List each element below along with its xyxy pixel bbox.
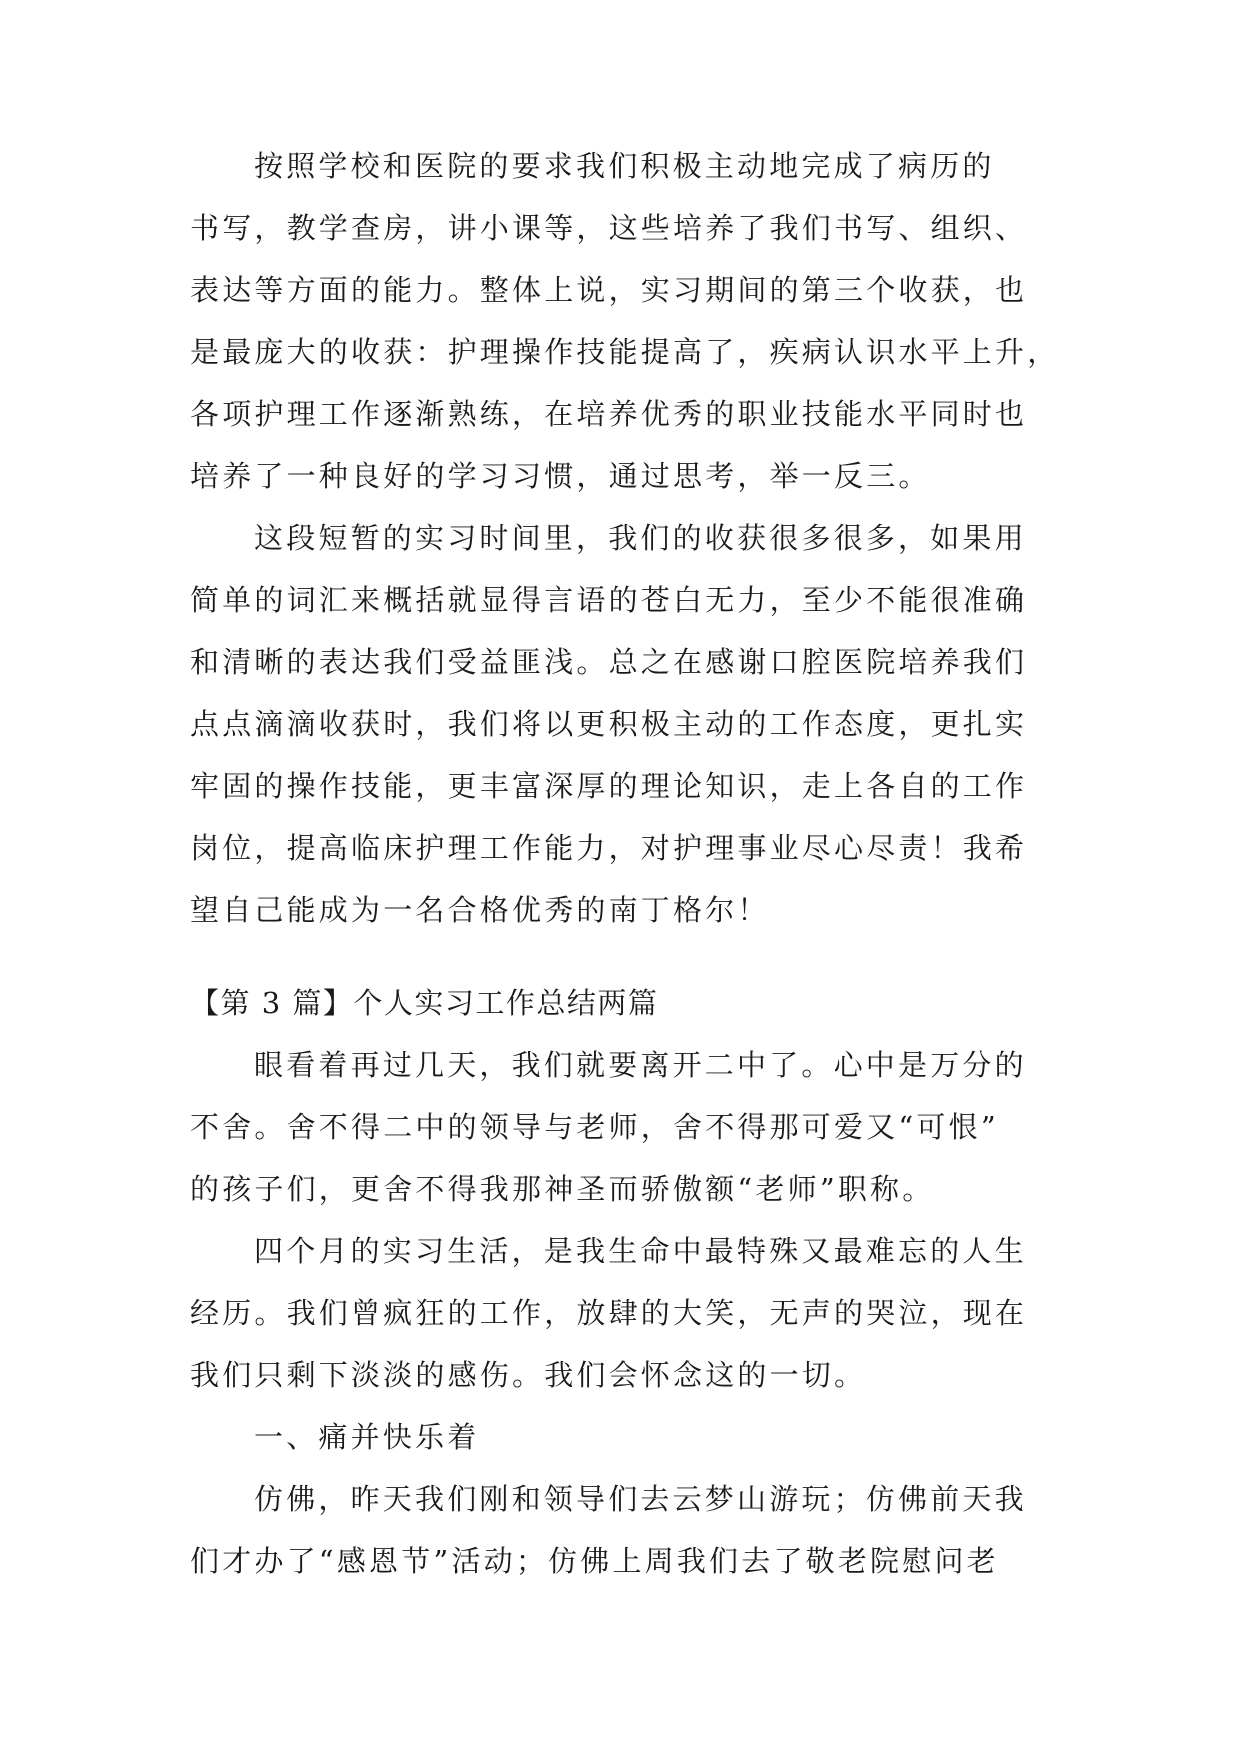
paragraph-4-line-3: 我们只剩下淡淡的感伤。我们会怀念这的一切。 [190, 1358, 867, 1392]
paragraph-1-line-1: 按照学校和医院的要求我们积极主动地完成了病历的 [254, 149, 995, 183]
paragraph-1-line-3: 表达等方面的能力。整体上说，实习期间的第三个收获，也 [190, 273, 1028, 307]
paragraph-3-line-2: 不舍。舍不得二中的领导与老师，舍不得那可爱又“可恨” [190, 1110, 999, 1144]
paragraph-5-line-1: 仿佛，昨天我们刚和领导们去云梦山游玩；仿佛前天我 [254, 1482, 1027, 1516]
paragraph-3-line-3: 的孩子们，更舍不得我那神圣而骄傲额“老师”职称。 [190, 1172, 935, 1206]
paragraph-1-line-4: 是最庞大的收获：护理操作技能提高了，疾病认识水平上升， [190, 335, 1060, 369]
paragraph-1-line-6: 培养了一种良好的学习习惯，通过思考，举一反三。 [190, 459, 931, 493]
subsection-title: 一、痛并快乐着 [254, 1420, 480, 1454]
paragraph-2-line-4: 点点滴滴收获时，我们将以更积极主动的工作态度，更扎实 [190, 707, 1028, 741]
paragraph-1-line-5: 各项护理工作逐渐熟练，在培养优秀的职业技能水平同时也 [190, 397, 1028, 431]
paragraph-1-line-2: 书写，教学查房，讲小课等，这些培养了我们书写、组织、 [190, 211, 1028, 245]
paragraph-4-line-2: 经历。我们曾疯狂的工作，放肆的大笑，无声的哭泣，现在 [190, 1296, 1028, 1330]
section-heading: 【第 3 篇】个人实习工作总结两篇 [190, 986, 659, 1020]
paragraph-2-line-2: 简单的词汇来概括就显得言语的苍白无力，至少不能很准确 [190, 583, 1028, 617]
paragraph-3-line-1: 眼看着再过几天，我们就要离开二中了。心中是万分的 [254, 1048, 1027, 1082]
paragraph-2-line-3: 和清晰的表达我们受益匪浅。总之在感谢口腔医院培养我们 [190, 645, 1028, 679]
paragraph-4-line-1: 四个月的实习生活，是我生命中最特殊又最难忘的人生 [254, 1234, 1027, 1268]
paragraph-2-line-1: 这段短暂的实习时间里，我们的收获很多很多，如果用 [254, 521, 1027, 555]
paragraph-2-line-6: 岗位，提高临床护理工作能力，对护理事业尽心尽责！我希 [190, 831, 1028, 865]
paragraph-5-line-2: 们才办了“感恩节”活动；仿佛上周我们去了敬老院慰问老 [190, 1544, 999, 1578]
paragraph-2-line-7: 望自己能成为一名合格优秀的南丁格尔！ [190, 893, 770, 927]
paragraph-2-line-5: 牢固的操作技能，更丰富深厚的理论知识，走上各自的工作 [190, 769, 1028, 803]
